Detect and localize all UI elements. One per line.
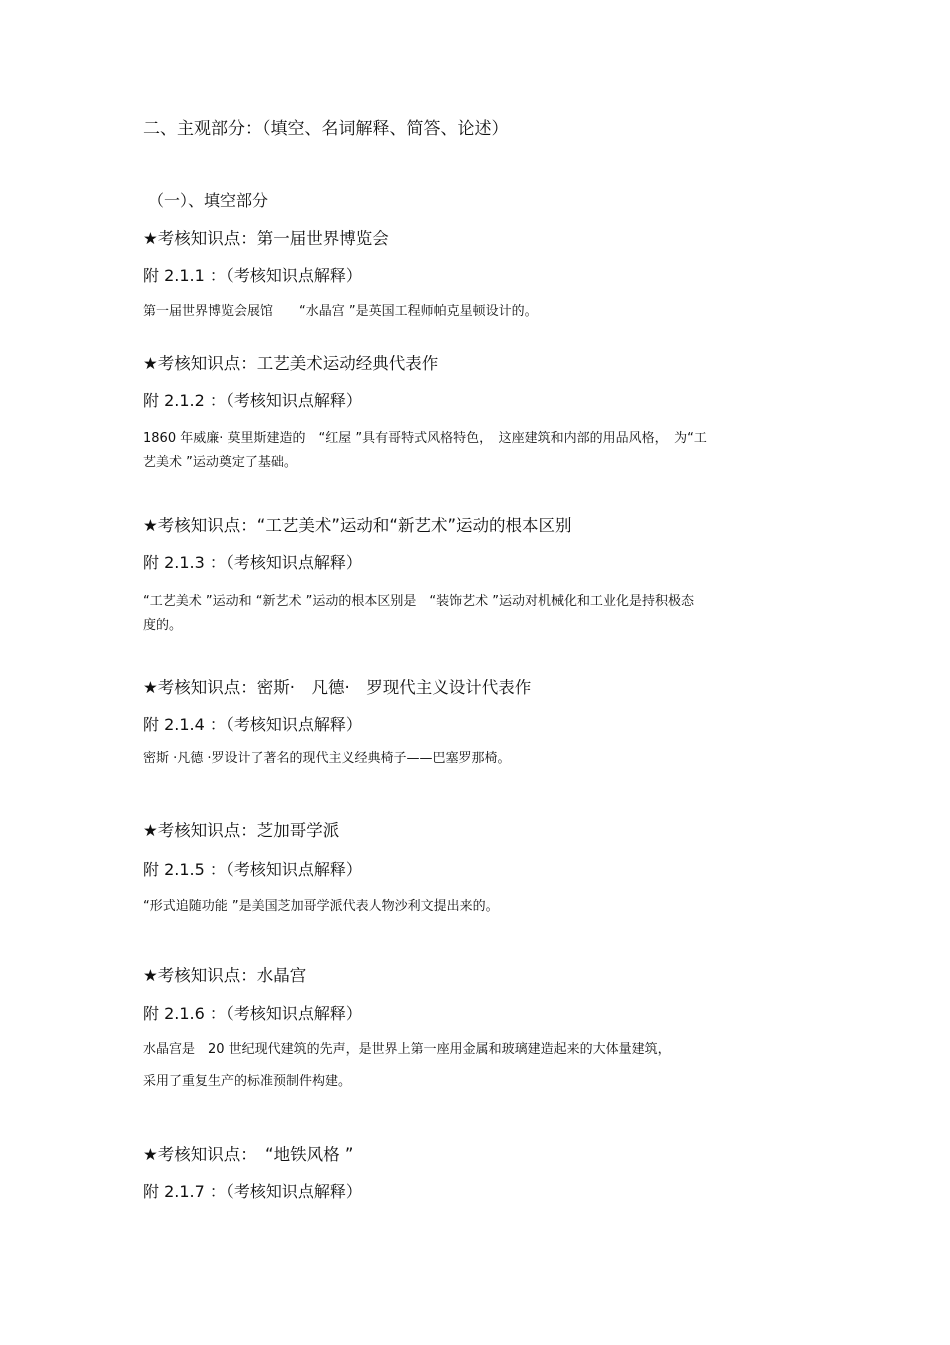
explanation-ref: 附 2.1.1 ：（考核知识点解释）: [143, 266, 362, 285]
explanation-ref: 附 2.1.7 ：（考核知识点解释）: [143, 1182, 362, 1201]
heading-text: 考核知识点：工艺美术运动经典代表作: [157, 354, 439, 373]
star-icon: ★: [143, 516, 158, 535]
heading-text: 考核知识点：密斯· 凡德· 罗现代主义设计代表作: [157, 678, 532, 697]
explanation-ref: 附 2.1.2 ：（考核知识点解释）: [143, 391, 362, 410]
star-icon: ★: [143, 229, 158, 248]
knowledge-point-heading: [143, 821, 339, 841]
star-icon: ★: [143, 678, 158, 697]
knowledge-point-heading: [143, 678, 531, 698]
body-text: “形式追随功能 ”是美国芝加哥学派代表人物沙利文提出来的。: [143, 899, 499, 914]
heading-text: 考核知识点：芝加哥学派: [157, 821, 340, 840]
star-icon: ★: [143, 966, 158, 985]
star-icon: ★: [143, 354, 158, 373]
subsection-title: （一）、填空部分: [148, 191, 269, 210]
explanation-ref: 附 2.1.5 ：（考核知识点解释）: [143, 860, 362, 879]
body-text: 第一届世界博览会展馆 “水晶宫 ”是英国工程师帕克星顿设计的。: [143, 304, 538, 319]
heading-text: 考核知识点：第一届世界博览会: [157, 229, 389, 248]
body-text: 艺美术 ”运动奠定了基础。: [143, 455, 297, 470]
explanation-ref: 附 2.1.6 ：（考核知识点解释）: [143, 1004, 362, 1023]
section-title: 二、主观部分：（填空、名词解释、简答、论述）: [143, 119, 509, 139]
body-text: 采用了重复生产的标准预制件构建。: [143, 1074, 352, 1089]
explanation-ref: 附 2.1.4 ：（考核知识点解释）: [143, 715, 362, 734]
heading-text: 考核知识点：“工艺美术”运动和“新艺术”运动的根本区别: [157, 516, 572, 535]
body-text: 密斯 ·凡德 ·罗设计了著名的现代主义经典椅子——巴塞罗那椅。: [143, 751, 511, 766]
body-text: 1860 年威廉· 莫里斯建造的 “红屋 ”具有哥特式风格特色， 这座建筑和内部的用品风格， 为“工: [143, 431, 707, 446]
explanation-ref: 附 2.1.3 ：（考核知识点解释）: [143, 553, 362, 572]
knowledge-point-heading: [143, 229, 389, 249]
knowledge-point-heading: [143, 354, 438, 374]
star-icon: ★: [143, 1145, 158, 1164]
knowledge-point-heading: [143, 1145, 353, 1165]
heading-text: 考核知识点：水晶宫: [157, 966, 307, 985]
star-icon: ★: [143, 821, 158, 840]
knowledge-point-heading: [143, 516, 572, 536]
body-text: “工艺美术 ”运动和 “新艺术 ”运动的根本区别是 “装饰艺术 ”运动对机械化和工业化是持积极态: [143, 594, 694, 609]
knowledge-point-heading: [143, 966, 306, 986]
heading-text: 考核知识点： “地铁风格 ”: [157, 1145, 354, 1164]
body-text: 度的。: [143, 618, 183, 633]
body-text: 水晶宫是 20 世纪现代建筑的先声，是世界上第一座用金属和玻璃建造起来的大体量建筑，: [143, 1042, 671, 1057]
